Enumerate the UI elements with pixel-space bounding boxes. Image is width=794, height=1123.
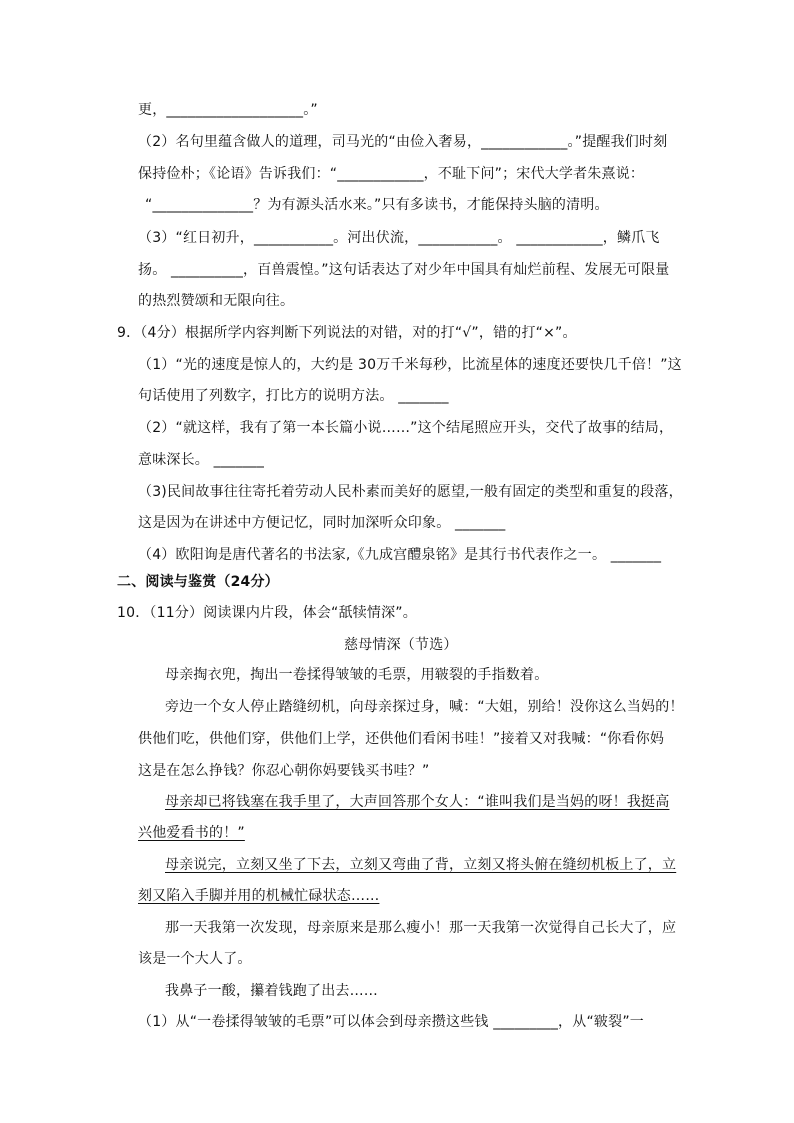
passage-line: 该是一个大人了。 [138,951,252,967]
text-line: 句话使用了列数字，打比方的说明方法。 _______ [138,388,449,404]
passage-title: 慈母情深（节选） [344,637,458,653]
passage-line: 供他们吃，供他们穿，供他们上学，还供他们看闲书哇！”接着又对我喊：“你看你妈 [138,731,665,747]
text-line: 更，___________________。” [138,102,318,118]
text-line: （3）“红日初升，___________。河出伏流，___________。 ____________，鳞爪飞 [138,230,660,246]
text-line: （3)民间故事往往寄托着劳动人民朴素而美好的愿望,一般有固定的类型和重复的段落， [138,484,683,500]
passage-line: 母亲掏衣兜，掏出一卷揉得皱皱的毛票，用皲裂的手指数着。 [165,667,549,683]
passage-line: 我鼻子一酸，攥着钱跑了出去…… [165,983,378,999]
underlined-passage-line: 刻又陷入手脚并用的机械忙碌状态…… [138,888,380,904]
text-line: （4）欧阳询是唐代著名的书法家,《九成宫醴泉铭》是其行书代表作之一。 _______ [138,547,662,563]
question-10-heading: 10．（11分）阅读课内片段，体会“舐犊情深”。 [117,605,417,621]
text-line: 保持俭朴；《论语》告诉我们：“____________，不耻下问”；宋代大学者朱熹说： [138,166,645,182]
text-line: 意味深长。 _______ [138,452,265,468]
text-line: 扬。 __________，百兽震惶。”这句话表达了对少年中国具有灿烂前程、发展无可限量 [138,262,670,278]
passage-line: 那一天我第一次发现，母亲原来是那么瘦小！那一天我第一次觉得自己长大了，应 [165,920,677,936]
underlined-passage-line: 母亲说完，立刻又坐了下去，立刻又弯曲了背，立刻又将头俯在缝纫机板上了，立 [165,857,677,873]
underlined-passage-line: 兴他爱看书的！” [138,825,245,841]
text-line: 这是因为在讲述中方便记忆，同时加深听众印象。 _______ [138,515,506,531]
passage-line: 旁边一个女人停止踏缝纫机，向母亲探过身，喊：“大姐，别给！没你这么当妈的！ [165,699,684,715]
text-line: （2）“就这样，我有了第一本长篇小说……”这个结尾照应开头，交代了故事的结局， [138,420,674,436]
question-9-heading: 9．（4分）根据所学内容判断下列说法的对错，对的打“√”，错的打“×”。 [117,325,577,341]
text-line: （2）名句里蕴含做人的道理，司马光的“由俭入奢易，____________。”提醒我们时刻 [138,134,668,150]
underlined-passage-line: 母亲却已将钱塞在我手里了，大声回答那个女人：“谁叫我们是当妈的呀！我挺高 [165,794,670,810]
text-line: 的热烈赞颂和无限向往。 [138,293,295,309]
text-line: （1）“光的速度是惊人的，大约是 30万千米每秒，比流星体的速度还要快几千倍！”这 [138,357,682,373]
passage-line: 这是在怎么挣钱？你忍心朝你妈要钱买书哇？” [138,763,430,779]
section-heading: 二、阅读与鉴赏（24分） [117,574,279,590]
text-line: “______________？为有源头活水来。”只有多读书，才能保持头脑的清明。 [145,197,609,213]
text-line: （1）从“一卷揉得皱皱的毛票”可以体会到母亲攒这些钱 _________，从“皲裂”一 [138,1014,644,1030]
